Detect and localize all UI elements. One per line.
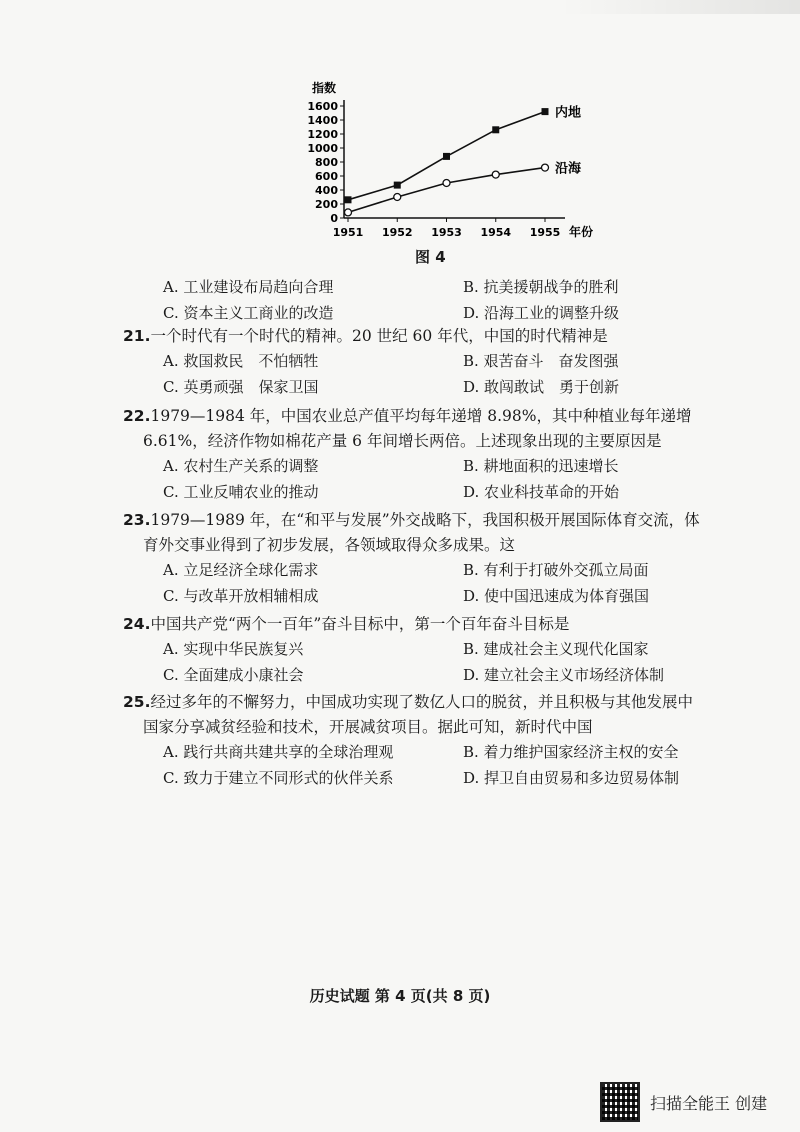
question-number: 23. [123,511,151,529]
x-tick-label: 1952 [381,226,413,239]
question-stem: 24.中国共产党“两个一百年”奋斗目标中，第一个百年奋斗目标是 [123,615,570,633]
y-tick-label: 600 [315,170,338,183]
x-tick-label: 1955 [529,226,561,239]
series-label: 沿海 [555,161,582,177]
y-tick-label: 400 [315,184,338,197]
option-d[interactable]: D. 农业科技革命的开始 [463,483,620,501]
option-d[interactable]: D. 建立社会主义市场经济体制 [463,666,665,684]
data-point [492,126,499,133]
option-b[interactable]: B. 艰苦奋斗 奋发图强 [463,352,619,370]
option-c[interactable]: C. 工业反哺农业的推动 [163,483,319,501]
scanner-watermark [600,1082,767,1122]
y-tick-label: 1200 [307,128,338,141]
option-d[interactable]: D. 敢闯敢试 勇于创新 [463,378,620,396]
option-a[interactable]: A. 实现中华民族复兴 [163,640,304,658]
question-stem: 22.1979—1984 年，中国农业总产值平均每年递增 8.98%，其中种植业每年递增 6.61%，经济作物如棉花产量 6 年间增长两倍。上述现象出现的主要原因是 [123,407,692,450]
data-point [443,153,450,160]
option-c[interactable]: C. 全面建成小康社会 [163,666,304,684]
option-a[interactable]: A. 工业建设布局趋向合理 [163,278,334,296]
scanner-label: 扫描全能王 创建 [650,1093,768,1113]
figure-4-chart [300,78,630,263]
question-number: 25. [123,693,151,711]
option-b[interactable]: B. 抗美援朝战争的胜利 [463,278,619,296]
y-tick-label: 0 [330,212,338,225]
data-point [345,209,352,216]
figure-caption: 图 4 [415,248,446,266]
scan-edge-shadow [560,0,800,14]
option-c[interactable]: C. 资本主义工商业的改造 [163,304,334,322]
option-b[interactable]: B. 耕地面积的迅速增长 [463,457,619,475]
y-tick-label: 800 [315,156,338,169]
option-b[interactable]: B. 建成社会主义现代化国家 [463,640,649,658]
question-24 [123,612,703,687]
option-b[interactable]: B. 有利于打破外交孤立局面 [463,561,649,579]
question-22 [123,404,703,504]
question-21 [123,324,703,399]
option-c[interactable]: C. 致力于建立不同形式的伙伴关系 [163,769,394,787]
option-c[interactable]: C. 英勇顽强 保家卫国 [163,378,319,396]
y-tick-label: 1600 [307,100,338,113]
data-point [492,171,499,178]
y-axis-label: 指数 [312,81,337,95]
option-d[interactable]: D. 使中国迅速成为体育强国 [463,587,650,605]
data-point [542,164,549,171]
option-d[interactable]: D. 捍卫自由贸易和多边贸易体制 [463,769,680,787]
x-axis-label: 年份 [568,225,594,239]
option-a[interactable]: A. 践行共商共建共享的全球治理观 [163,743,394,761]
option-a[interactable]: A. 立足经济全球化需求 [163,561,319,579]
question-25 [123,690,703,790]
x-tick-label: 1954 [480,226,512,239]
y-tick-label: 200 [315,198,338,211]
question-stem: 25.经过多年的不懈努力，中国成功实现了数亿人口的脱贫，并且积极与其他发展中国家分享减贫经验和技术，开展减贫项目。据此可知，新时代中国 [123,693,693,736]
question-23 [123,508,703,608]
series-line-1 [348,168,545,213]
question-number: 22. [123,407,151,425]
x-tick-label: 1953 [431,226,462,239]
data-point [394,194,401,201]
y-tick-label: 1000 [307,142,338,155]
option-a[interactable]: A. 农村生产关系的调整 [163,457,319,475]
data-point [443,180,450,187]
option-c[interactable]: C. 与改革开放相辅相成 [163,587,319,605]
question-stem: 21.一个时代有一个时代的精神。20 世纪 60 年代，中国的时代精神是 [123,327,608,345]
data-point [542,108,549,115]
data-point [394,182,401,189]
option-a[interactable]: A. 救国救民 不怕牺牲 [163,352,319,370]
option-d[interactable]: D. 沿海工业的调整升级 [463,304,620,322]
data-point [345,196,352,203]
y-tick-label: 1400 [307,114,338,127]
qr-code-icon [600,1082,640,1122]
x-tick-label: 1951 [332,226,364,239]
question-stem: 23.1979—1989 年，在“和平与发展”外交战略下，我国积极开展国际体育交流，体育外交事业得到了初步发展，各领域取得众多成果。这 [123,511,700,554]
page-footer: 历史试题 第 4 页(共 8 页) [309,987,491,1005]
question-number: 24. [123,615,151,633]
question-number: 21. [123,327,151,345]
series-label: 内地 [555,105,582,121]
option-b[interactable]: B. 着力维护国家经济主权的安全 [463,743,679,761]
line-chart [300,78,630,263]
